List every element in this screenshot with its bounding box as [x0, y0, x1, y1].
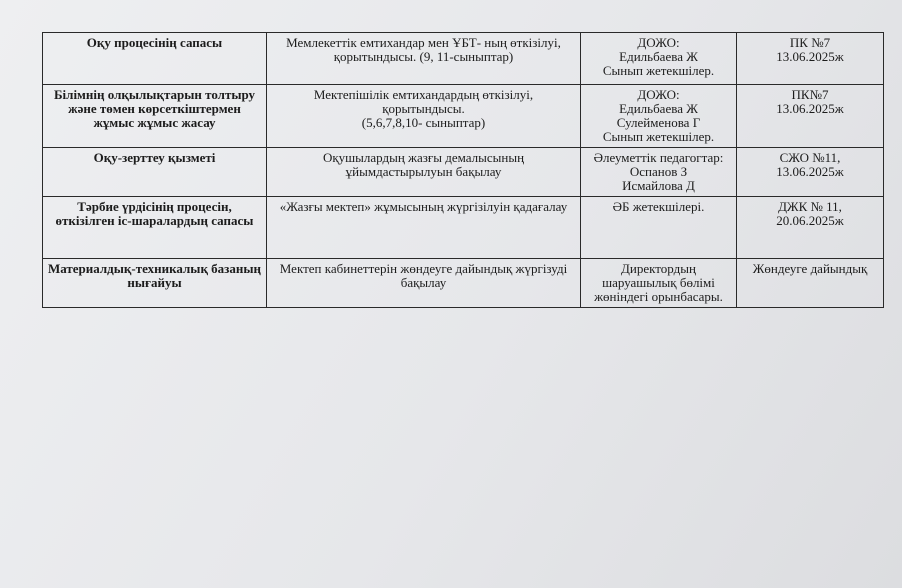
content-cell-line: Мектепішілік емтихандардың өткізілуі,	[313, 87, 534, 102]
content-cell-line: қорытындысы.	[382, 101, 465, 116]
content-cell	[267, 259, 581, 308]
responsible-cell	[581, 259, 737, 308]
result-cell-line: ПК№7	[791, 87, 829, 102]
result-cell	[737, 197, 884, 259]
responsible-cell-line: Директордың	[621, 261, 696, 276]
responsible-cell-line: Едильбаева Ж	[619, 49, 698, 64]
result-cell	[737, 259, 884, 308]
responsible-cell-line: Едильбаева Ж	[619, 101, 698, 116]
responsible-cell-line: ДОЖО:	[637, 35, 680, 50]
responsible-cell-line: шаруашылық бөлімі	[602, 275, 715, 290]
responsible-cell	[581, 197, 737, 259]
table-row	[43, 85, 884, 148]
content-cell-line: Оқушылардың жазғы демалысының	[322, 150, 525, 165]
direction-cell: Білімнің олқылықтарын толтыру және төмен көрсеткіштермен жұмыс жұмыс жасау	[43, 85, 267, 148]
result-cell-line: СЖО №11,	[779, 150, 841, 165]
result-cell-line: 13.06.2025ж	[776, 49, 844, 64]
content-cell	[267, 197, 581, 259]
responsible-cell-line: Сынып жетекшілер.	[602, 63, 715, 78]
responsible-cell	[581, 33, 737, 85]
table-row	[43, 33, 884, 85]
responsible-cell-line: Сынып жетекшілер.	[602, 129, 715, 144]
content-cell-line: «Жазғы мектеп» жұмысының жүргізілуін қадағалау	[279, 199, 568, 214]
responsible-cell	[581, 85, 737, 148]
table-body	[43, 33, 884, 308]
direction-cell: Оқу процесінің сапасы	[43, 33, 267, 85]
content-cell-line: Мемлекеттік емтихандар мен ҰБТ- ның өткізілуі,	[286, 35, 561, 50]
table-row	[43, 197, 884, 259]
content-cell	[267, 85, 581, 148]
responsible-cell-line: ӘБ жетекшілері.	[612, 199, 705, 214]
result-cell	[737, 85, 884, 148]
result-cell	[737, 148, 884, 197]
direction-cell: Оқу-зерттеу қызметі	[43, 148, 267, 197]
responsible-cell	[581, 148, 737, 197]
result-cell-line: Жөндеуге дайындық	[752, 261, 868, 276]
responsible-cell-line: Оспанов З	[629, 164, 688, 179]
result-cell-line: 13.06.2025ж	[776, 164, 844, 179]
result-cell-line: ДЖК № 11,	[778, 199, 842, 214]
content-cell	[267, 33, 581, 85]
result-cell	[737, 33, 884, 85]
result-cell-line: ПК №7	[789, 35, 831, 50]
direction-cell: Тәрбие үрдісінің процесін, өткізілген іс-шаралардың сапасы	[43, 197, 267, 259]
result-cell-line: 20.06.2025ж	[776, 213, 844, 228]
content-cell-line: бақылау	[400, 275, 447, 290]
content-cell-line: қорытындысы. (9, 11-сыныптар)	[333, 49, 514, 64]
responsible-cell-line: Әлеуметтік педагогтар:	[593, 150, 724, 165]
content-cell-line: Мектеп кабинеттерін жөндеуге дайындық жүргізуді	[279, 261, 568, 276]
content-cell-line: (5,6,7,8,10- сыныптар)	[361, 115, 486, 130]
responsible-cell-line: Сулейменова Г	[616, 115, 701, 130]
content-cell-line: ұйымдастырылуын бақылау	[345, 164, 502, 179]
result-cell-line: 13.06.2025ж	[776, 101, 844, 116]
responsible-cell-line: жөніндегі орынбасары.	[594, 289, 723, 304]
responsible-cell-line: ДОЖО:	[637, 87, 680, 102]
direction-cell: Материалдық-техникалық базаның нығайуы	[43, 259, 267, 308]
responsible-cell-line: Исмайлова Д	[622, 178, 695, 193]
table-row	[43, 259, 884, 308]
control-plan-table	[42, 32, 884, 308]
content-cell	[267, 148, 581, 197]
table-row	[43, 148, 884, 197]
